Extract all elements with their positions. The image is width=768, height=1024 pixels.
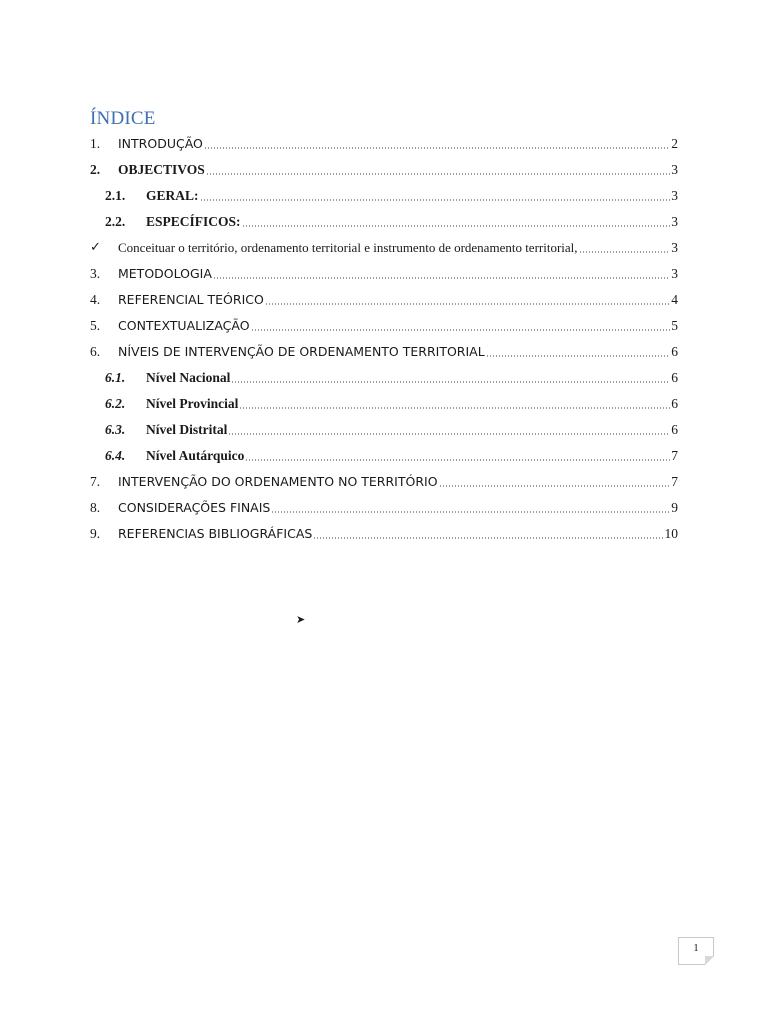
- toc-entry-title: INTRODUÇÃO: [118, 136, 203, 151]
- toc-entry-consideracoes-finais[interactable]: [90, 496, 678, 516]
- page-number: 1: [693, 942, 699, 954]
- toc-entry-page: 3: [671, 188, 678, 203]
- toc-entry-number: 8.: [90, 500, 101, 515]
- dot-leader: [313, 537, 663, 539]
- arrow-bullet-icon: ➤: [296, 613, 306, 626]
- toc-entry-number: 5.: [90, 318, 101, 333]
- toc-entry-page: 6: [671, 422, 678, 437]
- toc-entry-page: 3: [671, 214, 678, 229]
- dot-leader: [242, 225, 671, 227]
- dot-leader: [486, 355, 671, 357]
- toc-entry-metodologia[interactable]: [90, 262, 678, 282]
- toc-entry-title: INTERVENÇÃO DO ORDENAMENTO NO TERRITÓRIO: [118, 474, 438, 489]
- toc-entry-number: 2.1.: [105, 188, 126, 203]
- toc-entry-title: REFERENCIAL TEÓRICO: [118, 292, 264, 307]
- toc-entry-page: 7: [671, 448, 678, 463]
- toc-entry-number: 6.4.: [105, 448, 126, 463]
- toc-entry-page: 6: [671, 396, 678, 411]
- toc-entry-title: OBJECTIVOS: [118, 162, 205, 177]
- toc-entry-number: 2.2.: [105, 214, 126, 229]
- toc-entry-page: 6: [671, 344, 678, 359]
- dot-leader: [206, 173, 670, 175]
- toc-entry-number: 2.: [90, 162, 101, 177]
- toc-entry-title: CONTEXTUALIZAÇÃO: [118, 318, 250, 333]
- toc-entry-number: 1.: [90, 136, 101, 151]
- toc-entry-especificos[interactable]: [105, 210, 678, 230]
- dot-leader: [271, 511, 670, 513]
- toc-heading: ÍNDICE: [90, 108, 156, 129]
- toc-entry-title: METODOLOGIA: [118, 266, 212, 281]
- dot-leader: [245, 459, 670, 461]
- toc-entry-page: 10: [664, 526, 678, 541]
- toc-entry-page: 4: [671, 292, 678, 307]
- dot-leader: [265, 303, 670, 305]
- toc-entry-number: 9.: [90, 526, 101, 541]
- toc-entry-title: Nível Distrital: [146, 422, 228, 437]
- page-curl-icon: [705, 956, 714, 965]
- dot-leader: [439, 485, 671, 487]
- toc-entry-title: Nível Provincial: [146, 396, 239, 411]
- toc-entry-introducao[interactable]: [90, 132, 678, 152]
- toc-entry-title: Conceituar o território, ordenamento territorial e instrumento de ordenamento territorial,: [118, 240, 578, 255]
- page-number-box: [678, 937, 714, 965]
- toc-entry-objectivos[interactable]: [90, 158, 678, 178]
- toc-entry-number: 3.: [90, 266, 101, 281]
- dot-leader: [251, 329, 671, 331]
- toc-entry-page: 3: [671, 162, 678, 177]
- toc-entry-referencias[interactable]: [90, 522, 678, 542]
- toc-entry-page: 2: [671, 136, 678, 151]
- toc-entry-title: ESPECÍFICOS:: [146, 214, 241, 229]
- toc-entry-page: 3: [671, 266, 678, 281]
- toc-entry-title: Nível Nacional: [146, 370, 231, 385]
- dot-leader: [579, 251, 671, 253]
- toc-entry-page: 5: [671, 318, 678, 333]
- toc-entry-title: CONSIDERAÇÕES FINAIS: [118, 500, 271, 515]
- dot-leader: [204, 147, 670, 149]
- toc-entry-title: NÍVEIS DE INTERVENÇÃO DE ORDENAMENTO TERRITORIAL: [118, 344, 485, 359]
- toc-entry-contextualizacao[interactable]: [90, 314, 678, 334]
- toc-entry-number: 6.3.: [105, 422, 126, 437]
- toc-entry-title: GERAL:: [146, 188, 199, 203]
- toc-entry-number: 7.: [90, 474, 101, 489]
- toc-entry-page: 9: [671, 500, 678, 515]
- toc-entry-intervencao-ordenamento[interactable]: [90, 470, 678, 490]
- toc-entry-page: 6: [671, 370, 678, 385]
- toc-entry-nivel-distrital[interactable]: [105, 418, 678, 438]
- dot-leader: [213, 277, 670, 279]
- dot-leader: [231, 381, 670, 383]
- toc-entry-page: 7: [671, 474, 678, 489]
- toc-entry-number: 6.: [90, 344, 101, 359]
- toc-entry-nivel-autarquico[interactable]: [105, 444, 678, 464]
- toc-entry-title: Nível Autárquico: [146, 448, 245, 463]
- checkmark-icon: ✓: [90, 240, 101, 255]
- toc-entry-number: 6.1.: [105, 370, 126, 385]
- toc-entry-number: 4.: [90, 292, 101, 307]
- toc-entry-geral[interactable]: [105, 184, 678, 204]
- toc-entry-nivel-provincial[interactable]: [105, 392, 678, 412]
- dot-leader: [200, 199, 671, 201]
- toc-entry-page: 3: [671, 240, 678, 255]
- toc-entry-conceituar[interactable]: [90, 236, 678, 256]
- toc-entry-referencial-teorico[interactable]: [90, 288, 678, 308]
- toc-entry-number: 6.2.: [105, 396, 126, 411]
- toc-entry-niveis-intervencao[interactable]: [90, 340, 678, 360]
- dot-leader: [228, 433, 670, 435]
- toc-entry-nivel-nacional[interactable]: [105, 366, 678, 386]
- toc-entry-title: REFERENCIAS BIBLIOGRÁFICAS: [118, 526, 313, 541]
- dot-leader: [239, 407, 670, 409]
